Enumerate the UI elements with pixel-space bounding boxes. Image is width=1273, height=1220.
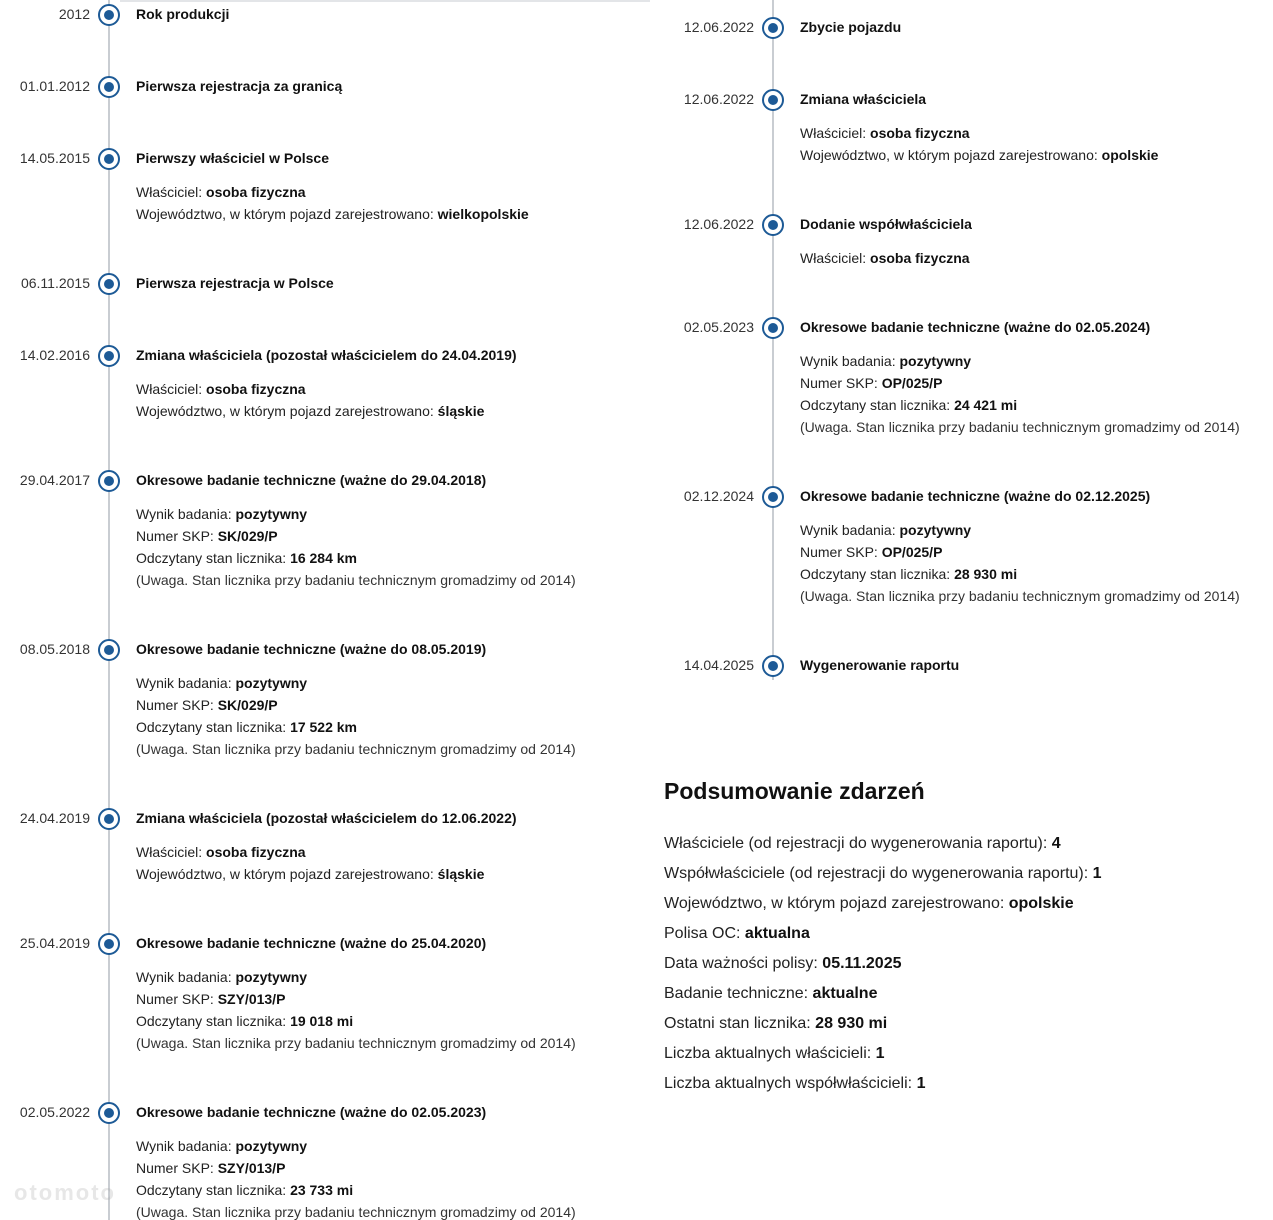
- summary-row: [664, 889, 1264, 919]
- summary-row: [664, 829, 1264, 859]
- event-date: 08.05.2018: [19, 641, 90, 657]
- event-title: Rok produkcji: [136, 6, 230, 22]
- timeline-dot-icon: [98, 148, 120, 170]
- timeline-dot-icon: [98, 1102, 120, 1124]
- detail-value: pozytywny: [235, 969, 308, 985]
- detail-value: śląskie: [437, 403, 485, 419]
- detail-line: [800, 247, 970, 269]
- event-date: 01.01.2012: [19, 78, 90, 94]
- detail-value: OP/025/P: [881, 375, 943, 391]
- detail-label: Województwo, w którym pojazd zarejestrowano:: [136, 403, 438, 419]
- detail-line: [136, 1179, 576, 1201]
- detail-line: [800, 416, 1240, 438]
- detail-label: Wynik badania:: [136, 675, 236, 691]
- timeline-right: [664, 0, 1273, 760]
- timeline-dot-icon: [98, 470, 120, 492]
- event-date: 02.05.2023: [683, 319, 754, 335]
- timeline-dot-icon: [98, 639, 120, 661]
- event-title: Zbycie pojazdu: [800, 19, 902, 35]
- event-title: Pierwsza rejestracja w Polsce: [136, 275, 334, 291]
- detail-label: (Uwaga. Stan licznika przy badaniu technicznym gromadzimy od 2014): [800, 588, 1240, 604]
- event-details: [136, 503, 576, 591]
- detail-label: Województwo, w którym pojazd zarejestrowano:: [800, 147, 1102, 163]
- detail-line: [800, 372, 1240, 394]
- timeline-dot-icon: [762, 214, 784, 236]
- event-date: 14.05.2015: [19, 150, 90, 166]
- detail-value: 19 018 mi: [290, 1013, 354, 1029]
- summary-row: [664, 1009, 1264, 1039]
- event-date: 12.06.2022: [683, 91, 754, 107]
- timeline-dot-icon: [762, 486, 784, 508]
- event-title: Okresowe badanie techniczne (ważne do 02.05.2024): [800, 319, 1151, 335]
- detail-value: osoba fizyczna: [870, 125, 970, 141]
- detail-line: [136, 966, 576, 988]
- detail-label: Wynik badania:: [136, 1138, 236, 1154]
- event-details: [800, 519, 1240, 607]
- detail-label: Odczytany stan licznika:: [136, 550, 291, 566]
- event-date: 25.04.2019: [19, 935, 90, 951]
- event-title: Okresowe badanie techniczne (ważne do 02.05.2023): [136, 1104, 487, 1120]
- detail-label: Odczytany stan licznika:: [136, 1182, 291, 1198]
- detail-value: 17 522 km: [290, 719, 358, 735]
- detail-line: [136, 988, 576, 1010]
- detail-label: Wynik badania:: [136, 969, 236, 985]
- summary-row: [664, 1039, 1264, 1069]
- detail-value: pozytywny: [235, 506, 308, 522]
- detail-value: opolskie: [1101, 147, 1159, 163]
- event-title: Okresowe badanie techniczne (ważne do 25.04.2020): [136, 935, 487, 951]
- detail-label: (Uwaga. Stan licznika przy badaniu technicznym gromadzimy od 2014): [136, 1204, 576, 1220]
- event-title: Okresowe badanie techniczne (ważne do 29.04.2018): [136, 472, 487, 488]
- detail-value: śląskie: [437, 866, 485, 882]
- detail-line: [136, 400, 484, 422]
- detail-line: [136, 1201, 576, 1220]
- detail-label: Właściciel:: [136, 184, 207, 200]
- event-title: Pierwszy właściciel w Polsce: [136, 150, 329, 166]
- event-date: 14.02.2016: [19, 347, 90, 363]
- detail-label: Wynik badania:: [800, 353, 900, 369]
- detail-line: [800, 519, 1240, 541]
- timeline-dot-icon: [98, 808, 120, 830]
- summary-row: [664, 1069, 1264, 1099]
- event-title: Zmiana właściciela (pozostał właścicielem do 12.06.2022): [136, 810, 517, 826]
- summary-label: Województwo, w którym pojazd zarejestrowano:: [664, 895, 1009, 912]
- detail-line: [800, 350, 1240, 372]
- detail-value: osoba fizyczna: [206, 184, 306, 200]
- summary-value: 4: [1051, 835, 1061, 852]
- detail-line: [136, 181, 529, 203]
- detail-line: [136, 569, 576, 591]
- timeline-dot-icon: [98, 273, 120, 295]
- detail-value: pozytywny: [235, 675, 308, 691]
- event-title: Zmiana właściciela (pozostał właścicielem do 24.04.2019): [136, 347, 517, 363]
- event-title: Okresowe badanie techniczne (ważne do 02.12.2025): [800, 488, 1151, 504]
- summary-label: Ostatni stan licznika:: [664, 1015, 816, 1032]
- detail-value: pozytywny: [899, 353, 972, 369]
- detail-line: [136, 1032, 576, 1054]
- detail-label: Numer SKP:: [136, 528, 218, 544]
- event-date: 29.04.2017: [19, 472, 90, 488]
- events-summary: [664, 778, 1264, 1099]
- event-title: Pierwsza rejestracja za granicą: [136, 78, 343, 94]
- watermark: otomoto: [14, 1180, 116, 1205]
- detail-value: 16 284 km: [290, 550, 358, 566]
- summary-list: [664, 829, 1264, 1099]
- event-title: Zmiana właściciela: [800, 91, 927, 107]
- timeline-line: [108, 0, 110, 1220]
- summary-label: Badanie techniczne:: [664, 985, 813, 1002]
- summary-row: [664, 859, 1264, 889]
- summary-heading: Podsumowanie zdarzeń: [664, 778, 925, 804]
- timeline-dot-icon: [98, 76, 120, 98]
- detail-line: [136, 716, 576, 738]
- detail-line: [136, 525, 576, 547]
- detail-line: [136, 1135, 576, 1157]
- event-date: 2012: [58, 6, 90, 22]
- detail-value: 24 421 mi: [954, 397, 1018, 413]
- summary-label: Liczba aktualnych właścicieli:: [664, 1045, 876, 1062]
- detail-label: Odczytany stan licznika:: [136, 719, 291, 735]
- detail-label: Właściciel:: [800, 250, 871, 266]
- summary-label: Data ważności polisy:: [664, 955, 823, 972]
- timeline-dot-icon: [98, 933, 120, 955]
- event-date: 12.06.2022: [683, 216, 754, 232]
- detail-line: [136, 863, 484, 885]
- summary-label: Właściciele (od rejestracji do wygenerowania raportu):: [664, 835, 1052, 852]
- event-details: [136, 672, 576, 760]
- event-title: Okresowe badanie techniczne (ważne do 08.05.2019): [136, 641, 487, 657]
- detail-line: [136, 672, 576, 694]
- timeline-dot-icon: [98, 4, 120, 26]
- detail-line: [800, 585, 1240, 607]
- event-details: [136, 378, 484, 422]
- timeline-dot-icon: [762, 655, 784, 677]
- detail-value: SZY/013/P: [217, 991, 286, 1007]
- timeline-dot-icon: [762, 89, 784, 111]
- detail-label: Województwo, w którym pojazd zarejestrowano:: [136, 866, 438, 882]
- detail-label: Województwo, w którym pojazd zarejestrowano:: [136, 206, 438, 222]
- event-details: [800, 350, 1240, 438]
- detail-value: pozytywny: [235, 1138, 308, 1154]
- summary-value: opolskie: [1008, 895, 1074, 912]
- timeline-dot-icon: [762, 17, 784, 39]
- summary-label: Liczba aktualnych współwłaścicieli:: [664, 1075, 917, 1092]
- detail-value: osoba fizyczna: [870, 250, 970, 266]
- detail-value: osoba fizyczna: [206, 381, 306, 397]
- detail-line: [800, 541, 1240, 563]
- detail-value: SK/029/P: [217, 528, 278, 544]
- detail-value: OP/025/P: [881, 544, 943, 560]
- event-date: 02.05.2022: [19, 1104, 90, 1120]
- timeline-dot-icon: [762, 317, 784, 339]
- detail-value: wielkopolskie: [437, 206, 529, 222]
- event-details: [136, 1135, 576, 1220]
- detail-line: [800, 144, 1158, 166]
- detail-value: SK/029/P: [217, 697, 278, 713]
- detail-label: Odczytany stan licznika:: [800, 397, 955, 413]
- timeline-dot-icon: [98, 345, 120, 367]
- summary-value: 28 930 mi: [815, 1015, 888, 1032]
- detail-label: Wynik badania:: [800, 522, 900, 538]
- detail-value: osoba fizyczna: [206, 844, 306, 860]
- summary-value: 1: [875, 1045, 885, 1062]
- event-details: [136, 181, 529, 225]
- event-date: 12.06.2022: [683, 19, 754, 35]
- detail-line: [800, 122, 1158, 144]
- event-details: [136, 966, 576, 1054]
- detail-label: Wynik badania:: [136, 506, 236, 522]
- detail-label: (Uwaga. Stan licznika przy badaniu technicznym gromadzimy od 2014): [136, 1035, 576, 1051]
- summary-label: Polisa OC:: [664, 925, 745, 942]
- event-details: [800, 247, 970, 269]
- detail-label: Właściciel:: [800, 125, 871, 141]
- summary-value: 05.11.2025: [822, 955, 902, 972]
- detail-label: Właściciel:: [136, 381, 207, 397]
- event-details: [136, 841, 484, 885]
- summary-row: [664, 949, 1264, 979]
- detail-value: 23 733 mi: [290, 1182, 354, 1198]
- event-details: [800, 122, 1158, 166]
- detail-line: [136, 503, 576, 525]
- detail-label: Odczytany stan licznika:: [800, 566, 955, 582]
- summary-label: Współwłaściciele (od rejestracji do wygenerowania raportu):: [664, 865, 1093, 882]
- detail-label: Numer SKP:: [136, 1160, 218, 1176]
- detail-line: [136, 1157, 576, 1179]
- summary-value: aktualna: [744, 925, 810, 942]
- detail-label: (Uwaga. Stan licznika przy badaniu technicznym gromadzimy od 2014): [136, 572, 576, 588]
- detail-line: [136, 378, 484, 400]
- detail-line: [136, 203, 529, 225]
- detail-label: (Uwaga. Stan licznika przy badaniu technicznym gromadzimy od 2014): [136, 741, 576, 757]
- summary-row: [664, 979, 1264, 1009]
- detail-value: pozytywny: [899, 522, 972, 538]
- summary-value: aktualne: [812, 985, 878, 1002]
- detail-line: [800, 394, 1240, 416]
- detail-label: Właściciel:: [136, 844, 207, 860]
- detail-line: [136, 1010, 576, 1032]
- summary-value: 1: [916, 1075, 926, 1092]
- event-date: 24.04.2019: [19, 810, 90, 826]
- detail-label: Numer SKP:: [136, 991, 218, 1007]
- detail-label: Odczytany stan licznika:: [136, 1013, 291, 1029]
- summary-value: 1: [1092, 865, 1102, 882]
- event-title: Dodanie współwłaściciela: [800, 216, 972, 232]
- event-title: Wygenerowanie raportu: [800, 657, 960, 673]
- detail-label: (Uwaga. Stan licznika przy badaniu technicznym gromadzimy od 2014): [800, 419, 1240, 435]
- detail-line: [136, 694, 576, 716]
- event-date: 14.04.2025: [683, 657, 754, 673]
- detail-line: [136, 738, 576, 760]
- top-divider: [120, 0, 650, 2]
- event-date: 06.11.2015: [20, 275, 90, 291]
- detail-label: Numer SKP:: [136, 697, 218, 713]
- detail-line: [800, 563, 1240, 585]
- detail-line: [136, 841, 484, 863]
- detail-value: 28 930 mi: [954, 566, 1018, 582]
- detail-line: [136, 547, 576, 569]
- event-date: 02.12.2024: [683, 488, 754, 504]
- summary-row: [664, 919, 1264, 949]
- detail-label: Numer SKP:: [800, 544, 882, 560]
- detail-label: Numer SKP:: [800, 375, 882, 391]
- detail-value: SZY/013/P: [217, 1160, 286, 1176]
